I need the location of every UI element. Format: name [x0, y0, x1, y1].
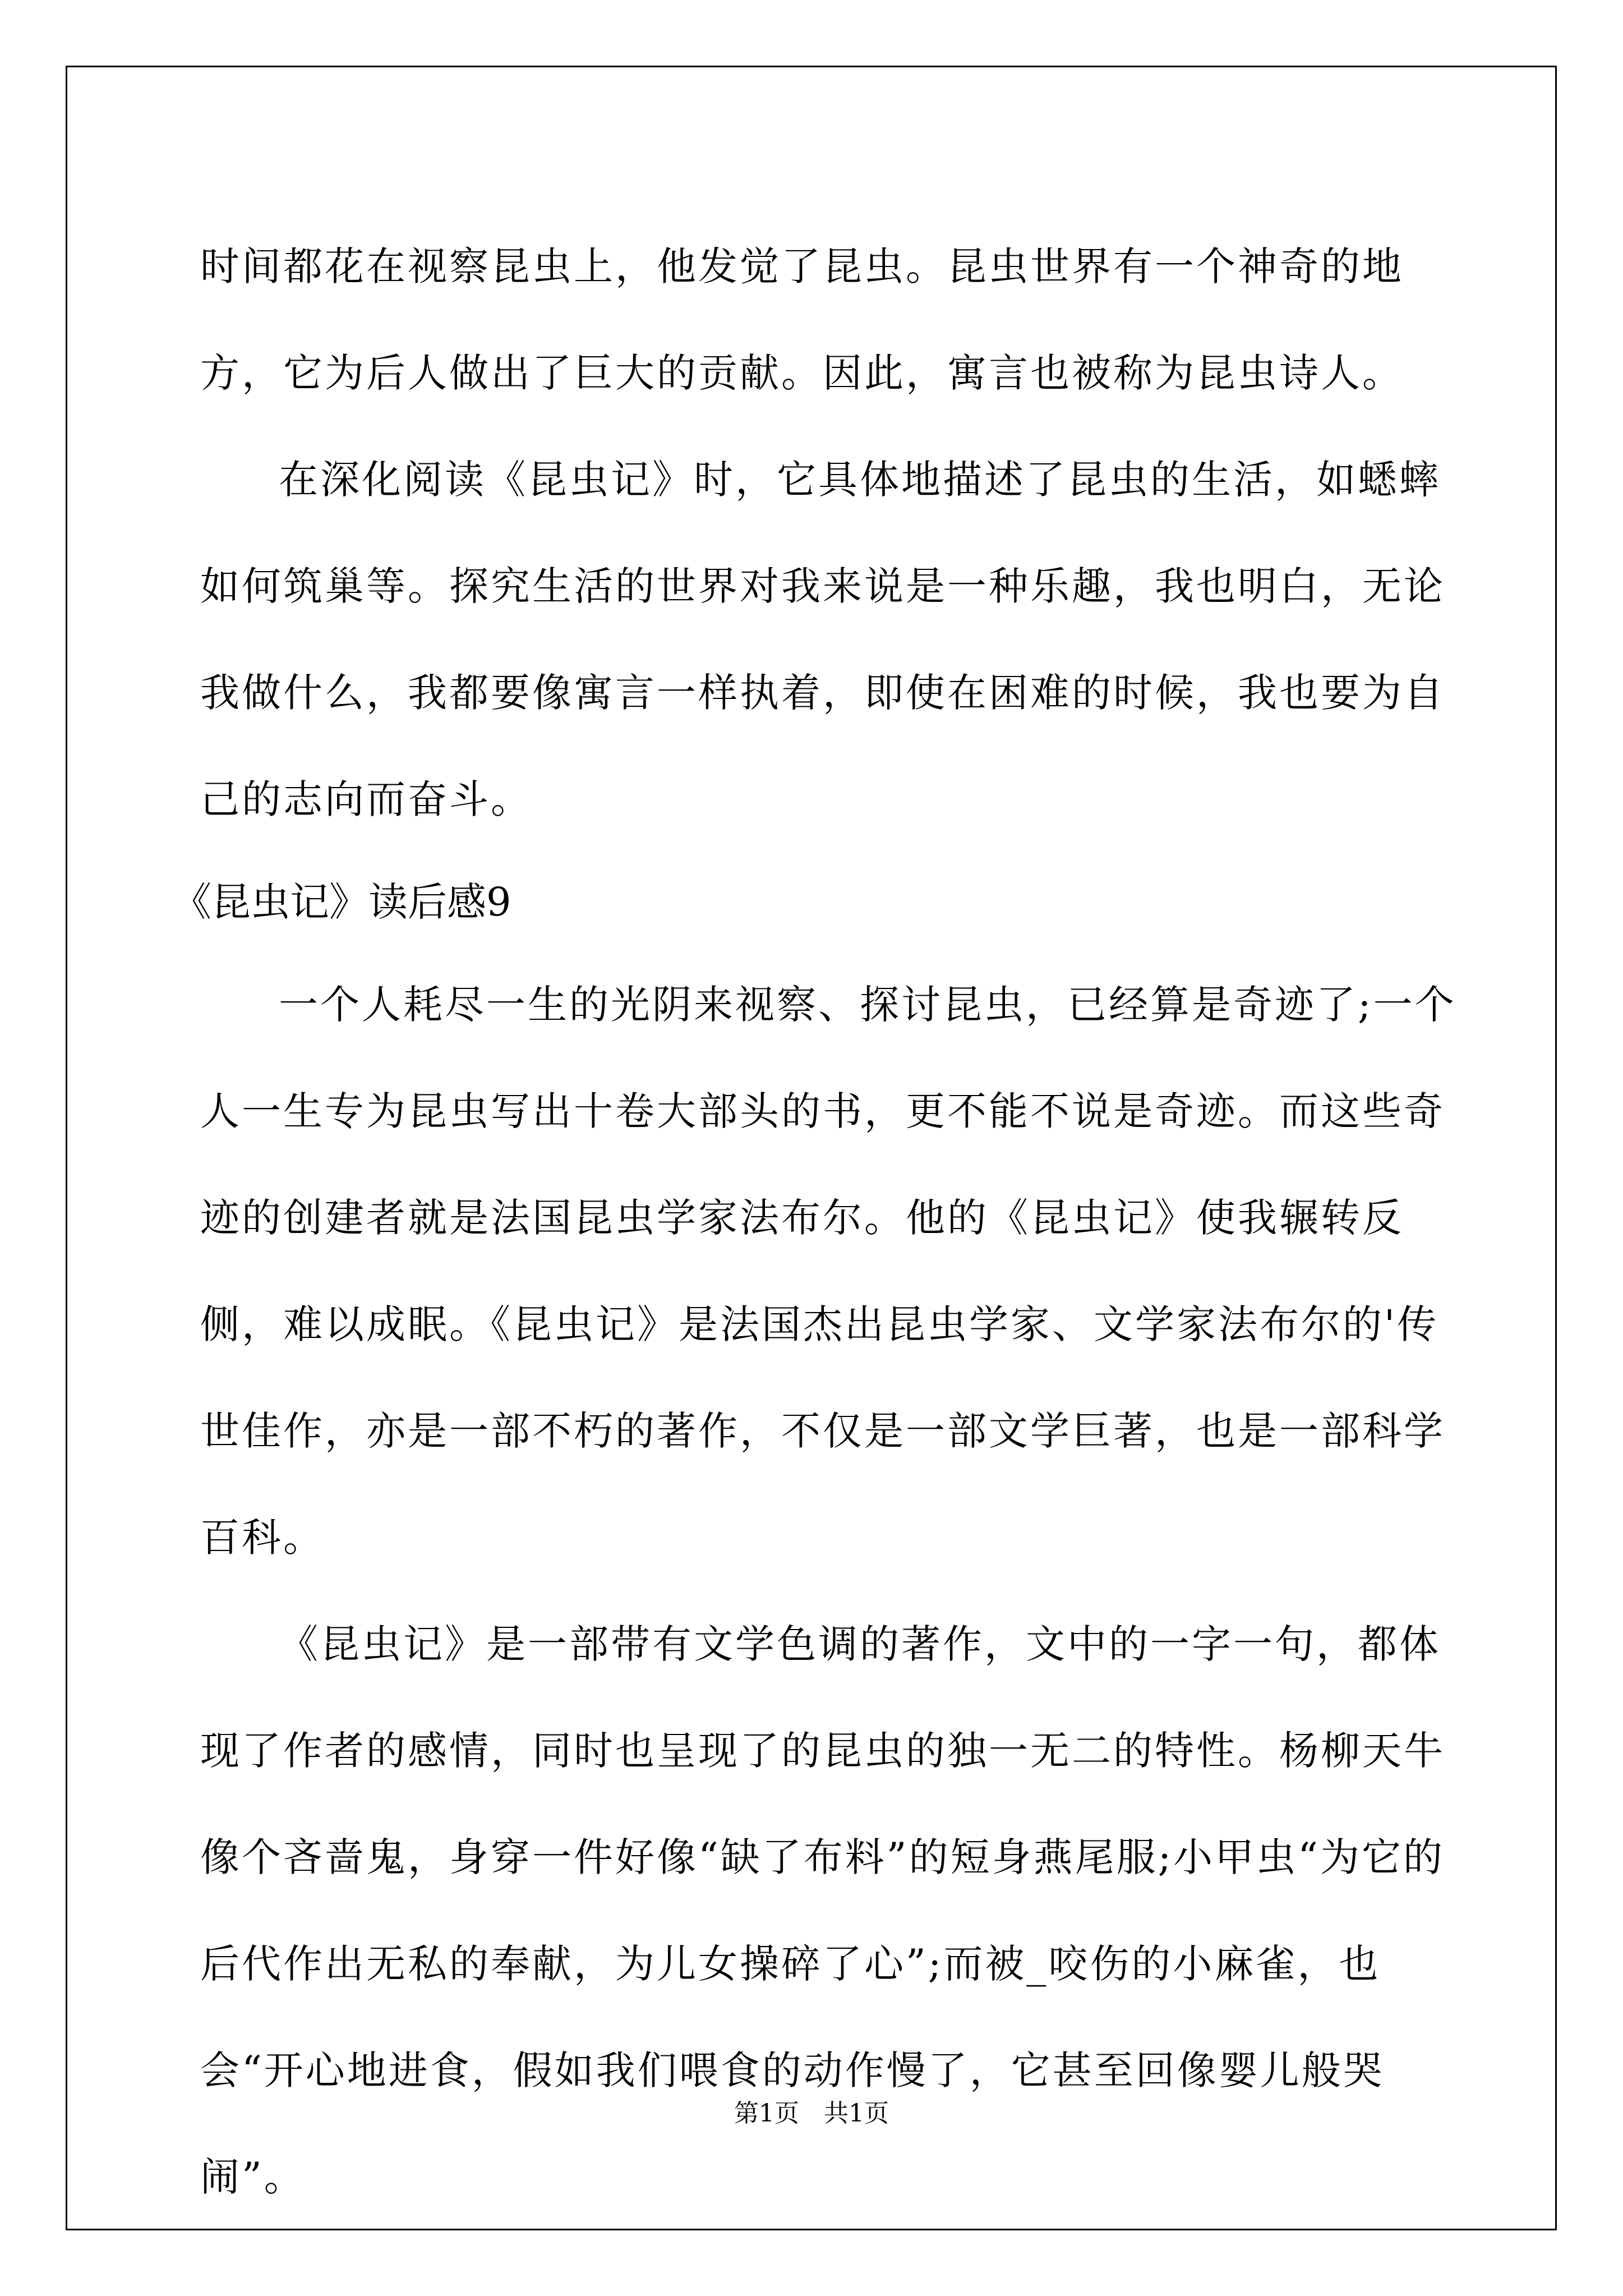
page-number: 第1页 共1页 — [734, 2099, 889, 2128]
paragraph: 《昆虫记》是一部带有文学色调的著作，文中的一字一句，都体现了作者的感情，同时也呈现了的昆虫的独一无二的特性。杨柳天牛像个吝啬鬼，身穿一件好像“缺了布料”的短身燕尾服;小甲虫“为它的后代作出无私的奉献，为儿女操碎了心”;而被_咬伤的小麻雀，也会“开心地进食，假如我们喂食的动作慢了，它甚至回像婴儿般哭闹”。 — [200, 1621, 1445, 2200]
section-heading: 《昆虫记》读后感9 — [172, 879, 511, 925]
paragraph: 时间都花在视察昆虫上，他发觉了昆虫。昆虫世界有一个神奇的地方，它为后人做出了巨大的贡献。因此，寓言也被称为昆虫诗人。 — [200, 243, 1404, 396]
paragraph: 在深化阅读《昆虫记》时，它具体地描述了昆虫的生活，如蟋蟀如何筑巢等。探究生活的世界对我来说是一种乐趣，我也明白，无论我做什么，我都要像寓言一样执着，即使在困难的时候，我也要为自己的志向而奋斗。 — [200, 457, 1445, 822]
document-body — [172, 213, 1468, 2230]
paragraph: 一个人耗尽一生的光阴来视察、探讨昆虫，已经算是奇迹了;一个人一生专为昆虫写出十卷大部头的书，更不能不说是奇迹。而这些奇迹的创建者就是法国昆虫学家法布尔。他的《昆虫记》使我辗转反侧，难以成眠。《昆虫记》是法国杰出昆虫学家、文学家法布尔的'传世佳作，亦是一部不朽的著作，不仅是一部文学巨著，也是一部科学百科。 — [200, 982, 1456, 1561]
